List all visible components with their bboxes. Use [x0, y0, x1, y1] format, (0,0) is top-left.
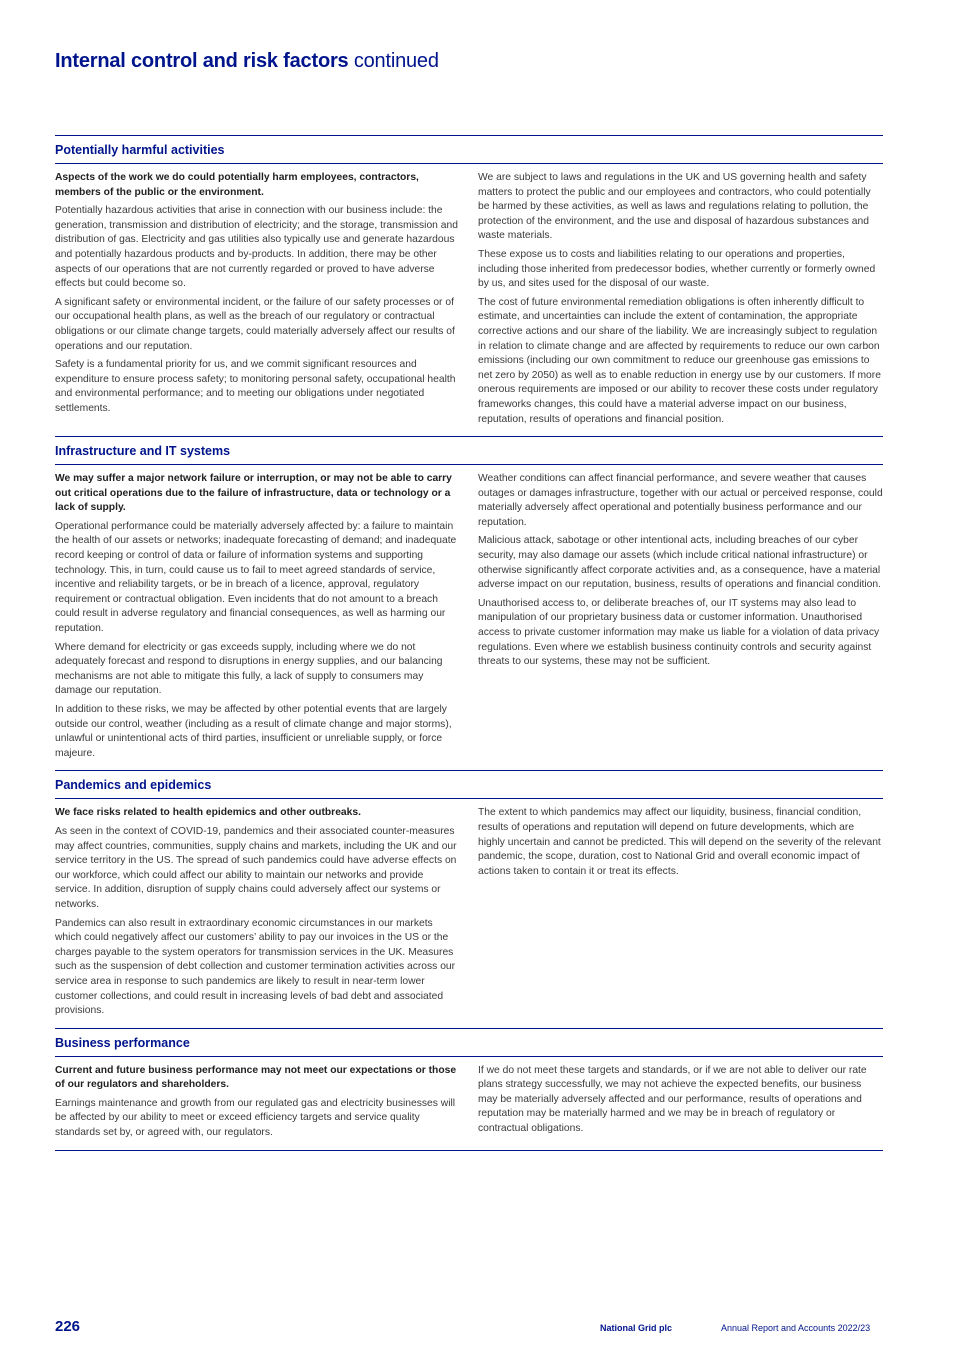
- section-body: [55, 465, 883, 770]
- lead-statement: Aspects of the work we do could potentially harm employees, contractors, members of the public or the environment.: [55, 172, 419, 198]
- paragraph: Potentially hazardous activities that arise in connection with our business include: the generation, transmission and distribution of electricity; and the storage, transmission and distribution of gas. Electricity and gas utilities also typically use and generate hazardous and potentially hazardous products and by-products. In addition, there may be other aspects of our operations that are not currently regarded or proved to have adverse effects but could become so.: [55, 205, 458, 290]
- paragraph: Unauthorised access to, or deliberate breaches of, our IT systems may also lead to manipulation of our proprietary business data or customer information. Unauthorised access to private customer information may make us liable for a violation of data privacy regulations. Even where we establish business continuity controls and security against threats to our systems, these may not be sufficient.: [478, 597, 880, 668]
- lead-statement: Current and future business performance may not meet our expectations or those of our regulators and shareholders.: [55, 1064, 457, 1091]
- paragraph: Safety is a fundamental priority for us, and we commit significant resources and expenditure to ensure process safety; to monitoring personal safety, occupational health and environmental performance; and to meeting our obligations under negotiated settlements.: [55, 359, 456, 414]
- paragraph: In addition to these risks, we may be affected by other potential events that are largely outside our control, weather (including as a result of climate change and major storms), unlawful or unintentional acts of third parties, insufficient or unreliable supply, or force majeure.: [55, 704, 452, 759]
- section-infrastructure-it-systems: [55, 436, 883, 770]
- left-column: [55, 472, 460, 765]
- paragraph: The extent to which pandemics may affect our liquidity, business, financial condition, results of operations and reputation will depend on future developments, which are highly uncertain and cannot be predicted. This will depend on the severity of the relevant pandemic, the scope, duration, cost to National Grid and overall economic impact of actions taken to contain it or treat its effects.: [478, 807, 881, 877]
- page-title-main: Internal control and risk factors: [55, 50, 349, 72]
- paragraph: We are subject to laws and regulations in the UK and US governing health and safety matters to protect the public and our employees and contractors, who could potentially be harmed by these activities, as well as laws and regulations relating to pollution, the protection of the environment, and the use and disposal of hazardous substances and waste materials.: [478, 172, 871, 242]
- paragraph: Malicious attack, sabotage or other intentional acts, including breaches of our cyber security, may also damage our assets (which include critical national infrastructure) or otherwise significantly affect corporate activities and, as a consequence, have a material adverse impact on our reputation, business, results of operations and financial condition.: [478, 535, 881, 591]
- section-heading: Pandemics and epidemics: [55, 771, 883, 799]
- right-column: [478, 1064, 883, 1145]
- page-title-suffix: continued: [353, 50, 439, 72]
- section-body: [55, 164, 883, 436]
- risk-factors-content: [55, 135, 883, 1151]
- section-pandemics-epidemics: [55, 770, 883, 1027]
- section-business-performance: [55, 1028, 883, 1151]
- section-potentially-harmful-activities: [55, 135, 883, 436]
- paragraph: Pandemics can also result in extraordinary economic circumstances in our markets which could negatively affect our customers’ ability to pay our invoices in the US or the charges payable to the system operators for transmission services in the UK. Measures such as the suspension of debt collection and customer termination activities across our service area in response to such pandemics are likely to result in near-term lower customer collections, and could result in increasing levels of bad debt and associated provisions.: [55, 917, 456, 1017]
- left-column: [55, 806, 460, 1022]
- lead-statement: We may suffer a major network failure or interruption, or may not be able to carry out critical operations due to the failure of infrastructure, data or technology or a lack of supply.: [55, 473, 452, 514]
- section-heading: Business performance: [55, 1029, 883, 1057]
- paragraph: If we do not meet these targets and standards, or if we are not able to deliver our rate plans strategy successfully, we may not achieve the expected benefits, our business may be materially adversely affected and our performance, results of operations and reputation may be materially harmed and we may be in breach of regulatory or contractual obligations.: [478, 1064, 867, 1135]
- section-body: [55, 799, 883, 1027]
- right-column: [478, 472, 883, 765]
- paragraph: Where demand for electricity or gas exceeds supply, including where we do not adequately forecast and respond to disruptions in energy supplies, and our balancing mechanisms are not able to mitigate this fully, a lack of supply to consumers may damage our reputation.: [55, 641, 443, 697]
- left-column: [55, 1064, 460, 1145]
- lead-statement: We face risks related to health epidemics and other outbreaks.: [55, 807, 361, 819]
- paragraph: These expose us to costs and liabilities relating to our operations and properties, including those inherited from predecessor bodies, whether currently or formerly owned by us, and sites used for the disposal of our waste.: [478, 248, 876, 290]
- page-number: 226: [55, 1318, 81, 1335]
- paragraph: As seen in the context of COVID-19, pandemics and their associated counter-measures may affect countries, communities, supply chains and markets, including the UK and our service territory in the US. The spread of such pandemics could have adverse effects on our workforce, which could affect our ability to maintain our networks and provide service. In addition, disruption of supply chains could adversely affect our systems or networks.: [55, 825, 457, 910]
- page-title: [55, 50, 439, 73]
- section-body: [55, 1057, 883, 1150]
- right-column: [478, 171, 883, 431]
- footer-company: National Grid plc: [600, 1323, 673, 1333]
- footer-report-title: Annual Report and Accounts 2022/23: [721, 1323, 871, 1333]
- paragraph: Weather conditions can affect financial performance, and severe weather that causes outages or damages infrastructure, together with our actual or perceived response, could materially adversely affect operational and potentially business performance and our reputation.: [478, 473, 883, 528]
- left-column: [55, 171, 460, 431]
- paragraph: The cost of future environmental remediation obligations is often inherently difficult to estimate, and uncertainties can include the extent of contamination, the appropriate corrective actions and our share of the liability. We are increasingly subject to regulation in relation to climate change and are affected by requirements to reduce our own carbon emissions (including our own commitment to reduce our greenhouse gas emissions to net zero by 2050) as well as to enable reduction in energy use by our customers. If more onerous requirements are imposed or our ability to recover these costs under regulatory frameworks changes, this could have a material adverse impact on our business, reputation, results of operations and financial position.: [478, 296, 881, 425]
- paragraph: Earnings maintenance and growth from our regulated gas and electricity businesses will be affected by our ability to meet or exceed efficiency targets and service quality standards set by, or agreed with, our regulators.: [55, 1097, 456, 1139]
- paragraph: A significant safety or environmental incident, or the failure of our safety processes or of our occupational health plans, as well as the breach of our regulatory or contractual obligations or our climate change targets, could materially adversely affect our results of operations and our reputation.: [55, 296, 455, 352]
- paragraph: Operational performance could be materially adversely affected by: a failure to maintain the health of our assets or networks; inadequate forecasting of demand; and inadequate record keeping or control of data or failure of information systems and supporting technology. This, in turn, could cause us to fail to meet agreed standards of service, incentive and reliability targets, or be in breach of a licence, approval, regulatory requirement or contractual obligation. Even incidents that do not amount to a breach could result in adverse regulatory and financial consequences, as well as harming our reputation.: [55, 520, 457, 635]
- section-heading: Potentially harmful activities: [55, 136, 883, 164]
- section-heading: Infrastructure and IT systems: [55, 437, 883, 465]
- right-column: [478, 806, 883, 1022]
